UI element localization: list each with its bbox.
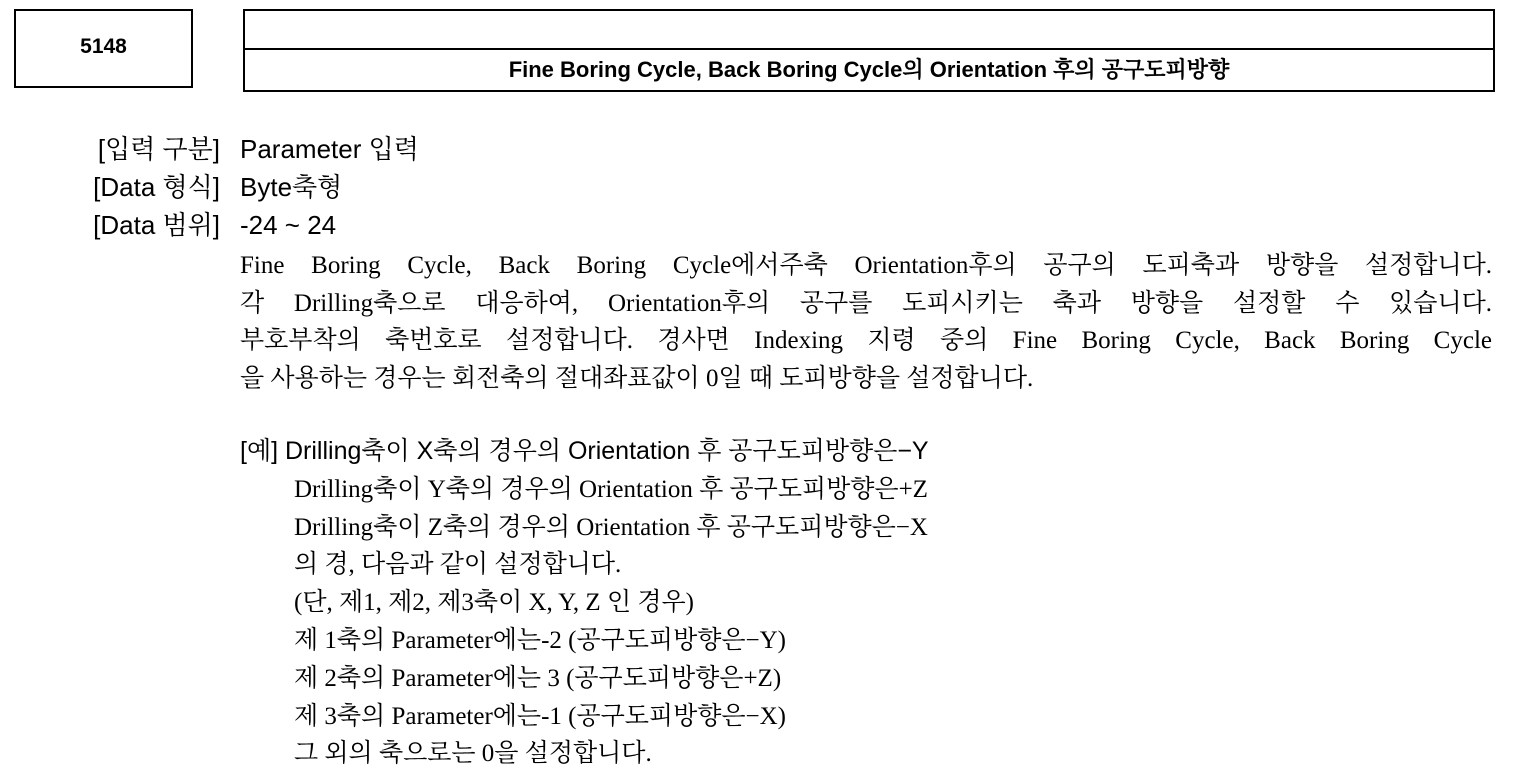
example-line: Drilling축이 Z축의 경우의 Orientation 후 공구도피방향은−X <box>294 513 928 541</box>
spec-label: [Data 형식] <box>93 172 220 202</box>
example-line: Drilling축이 Y축의 경우의 Orientation 후 공구도피방향은+Z <box>294 475 928 503</box>
description-line: Fine Boring Cycle, Back Boring Cycle에서주축 Orientation후의 공구의 도피축과 방향을 설정합니다. <box>240 252 1492 279</box>
title-blank-row <box>245 11 1493 50</box>
description <box>240 247 1492 397</box>
example-line: 그 외의 축으로는 0을 설정합니다. <box>294 740 652 768</box>
parameter-number: 5148 <box>80 34 127 58</box>
parameter-title: Fine Boring Cycle, Back Boring Cycle의 Orientation 후의 공구도피방향 <box>508 57 1230 82</box>
example-line: 제 1축의 Parameter에는-2 (공구도피방향은−Y) <box>294 626 787 654</box>
spec-label: [Data 범위] <box>93 210 220 240</box>
description-line: 부호부착의 축번호로 설정합니다. 경사면 Indexing 지령 중의 Fine Boring Cycle, Back Boring Cycle <box>240 327 1492 354</box>
parameter-number-box <box>14 9 193 88</box>
spec-label: [입력 구분] <box>97 134 220 164</box>
description-line: 각 Drilling축으로 대응하여, Orientation후의 공구를 도피시키는 축과 방향을 설정할 수 있습니다. <box>240 289 1492 317</box>
example-block <box>240 433 929 773</box>
example-line: (단, 제1, 제2, 제3축이 X, Y, Z 인 경우) <box>294 589 694 617</box>
spec-value: Byte축형 <box>240 172 343 202</box>
parameter-title-box <box>243 9 1495 92</box>
example-line: 제 3축의 Parameter에는-1 (공구도피방향은−X) <box>294 702 787 730</box>
spec-value: -24 ~ 24 <box>240 210 337 240</box>
example-line: 의 경, 다음과 같이 설정합니다. <box>294 551 622 579</box>
example-head: [예] Drilling축이 X축의 경우의 Orientation 후 공구도피방향은−Y <box>240 437 929 465</box>
description-line: 을 사용하는 경우는 회전축의 절대좌표값이 0일 때 도피방향을 설정합니다. <box>240 364 1034 392</box>
example-line: 제 2축의 Parameter에는 3 (공구도피방향은+Z) <box>294 664 782 692</box>
spec-value: Parameter 입력 <box>240 134 419 164</box>
